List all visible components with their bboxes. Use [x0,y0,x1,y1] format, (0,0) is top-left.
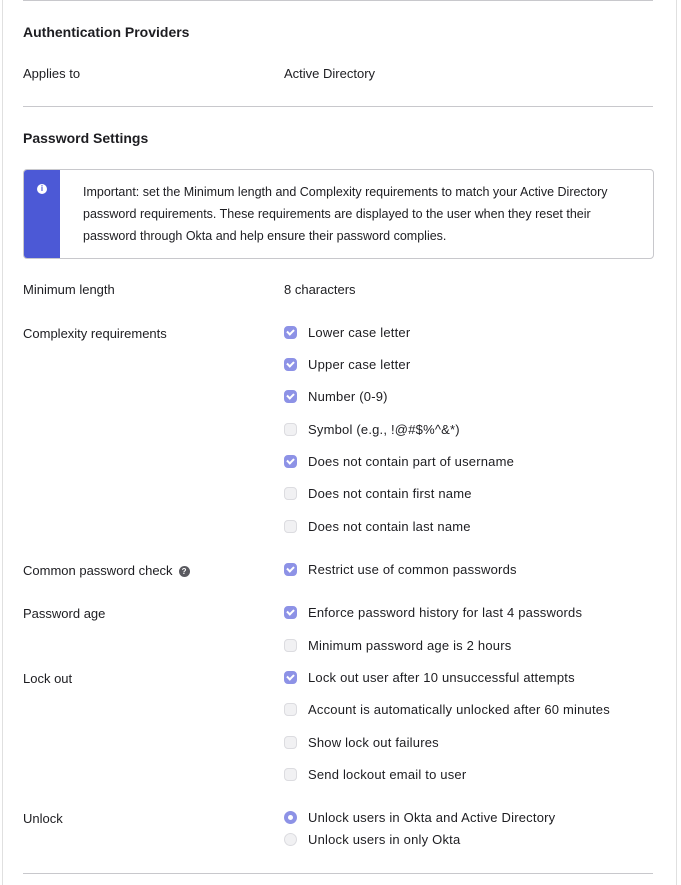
checkbox-complexity[interactable] [284,389,388,404]
option-label: Minimum password age is 2 hours [308,638,512,653]
checkbox[interactable] [284,455,297,468]
radio-button[interactable] [284,811,297,824]
option-label: Restrict use of common passwords [308,562,517,577]
option-label: Upper case letter [308,357,411,372]
min-length-value: 8 characters [284,282,356,297]
option-label: Lower case letter [308,325,411,340]
radio-unlock[interactable] [284,810,555,825]
checkbox-complexity[interactable] [284,422,460,437]
section-title-password-settings: Password Settings [23,130,149,146]
checkbox-lockout[interactable] [284,702,610,717]
complexity-label: Complexity requirements [23,326,167,341]
checkbox-common[interactable] [284,562,517,577]
checkbox-complexity[interactable] [284,486,472,501]
min-length-label: Minimum length [23,282,115,297]
common-password-label: Common password check ? [23,563,190,578]
password-age-label: Password age [23,606,106,621]
option-label: Show lock out failures [308,735,439,750]
option-label: Enforce password history for last 4 passwords [308,605,583,620]
option-label: Does not contain first name [308,486,472,501]
checkbox[interactable] [284,606,297,619]
checkbox-lockout[interactable] [284,767,466,782]
option-label: Symbol (e.g., !@#$%^&*) [308,422,460,437]
checkbox-age[interactable] [284,605,582,620]
checkbox[interactable] [284,563,297,576]
checkbox[interactable] [284,390,297,403]
option-label: Account is automatically unlocked after 60 minutes [308,702,610,717]
unlock-label: Unlock [23,811,63,826]
checkbox[interactable] [284,520,297,533]
checkbox-complexity[interactable] [284,454,514,469]
option-label: Unlock users in only Okta [308,832,461,847]
checkbox-complexity[interactable] [284,357,410,372]
lockout-label: Lock out [23,671,73,686]
checkbox[interactable] [284,768,297,781]
checkbox[interactable] [284,703,297,716]
checkbox[interactable] [284,736,297,749]
checkbox[interactable] [284,639,297,652]
checkbox[interactable] [284,358,297,371]
divider [23,106,653,107]
checkbox[interactable] [284,423,297,436]
callout-text: Important: set the Minimum length and Complexity requirements to match your Active Directory password requirements. These requirements are displayed to the user when they reset their password through Okta and help ensure their password complies. [83,185,608,243]
checkbox-lockout[interactable] [284,670,575,685]
option-label: Number (0-9) [308,389,388,404]
divider [23,873,653,874]
applies-to-value: Active Directory [284,66,376,81]
option-label: Lock out user after 10 unsuccessful attempts [308,670,575,685]
radio-unlock[interactable] [284,832,460,847]
checkbox-lockout[interactable] [284,735,439,750]
divider [23,0,653,1]
section-title-auth-providers: Authentication Providers [23,24,190,40]
radio-button[interactable] [284,833,297,846]
option-label: Does not contain part of username [308,454,515,469]
applies-to-label: Applies to [23,66,81,81]
checkbox[interactable] [284,671,297,684]
option-label: Unlock users in Okta and Active Directory [308,810,556,825]
info-icon: i [37,184,47,194]
info-callout [23,169,654,259]
checkbox-complexity[interactable] [284,519,471,534]
checkbox-complexity[interactable] [284,325,410,340]
option-label: Send lockout email to user [308,767,467,782]
checkbox[interactable] [284,487,297,500]
checkbox-age[interactable] [284,638,511,653]
help-icon[interactable]: ? [179,566,190,577]
checkbox[interactable] [284,326,297,339]
option-label: Does not contain last name [308,519,471,534]
